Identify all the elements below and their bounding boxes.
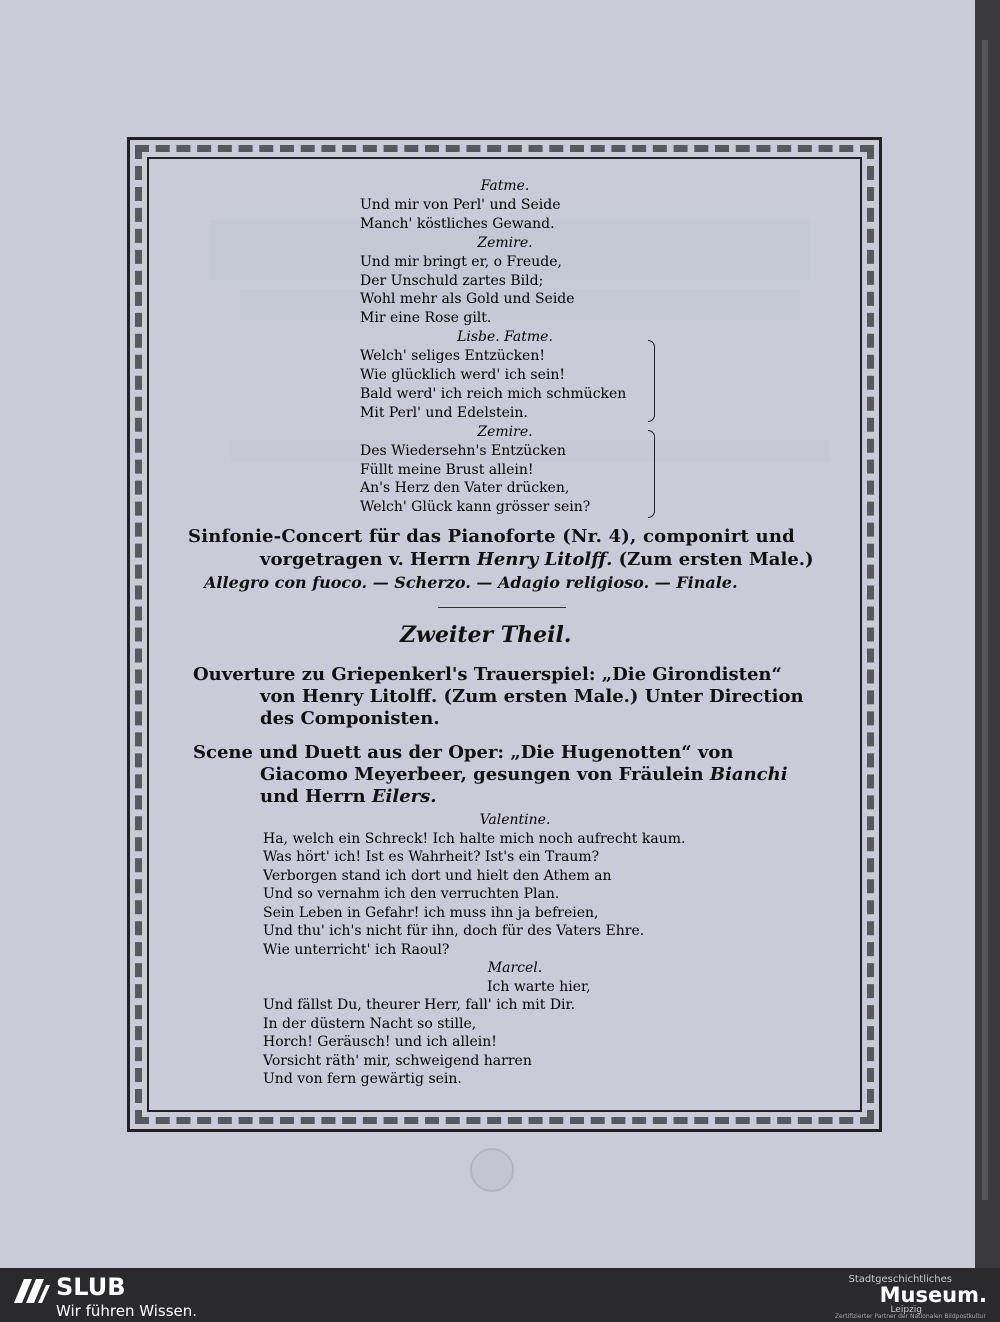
performer-name: Henry Litolff.	[476, 549, 613, 570]
verse-line: Und mir von Perl' und Seide	[360, 196, 561, 213]
verse-line: Wie unterricht' ich Raoul?	[263, 941, 450, 958]
concerto-performer-prefix: vorgetragen v. Herrn	[260, 549, 477, 570]
program-item-concerto: Sinfonie-Concert für das Pianoforte (Nr. 4), componirt und	[188, 526, 795, 547]
slub-logo-icon	[12, 1277, 52, 1305]
verse-line: Verborgen stand ich dort und hielt den Athem an	[263, 867, 612, 884]
verse-line: Wohl mehr als Gold und Seide	[360, 291, 575, 308]
slub-name: SLUB	[56, 1273, 126, 1301]
singer-name: Eilers.	[371, 786, 437, 807]
scene-singers-prefix: und Herrn	[260, 786, 372, 807]
speaker-name: Fatme.	[480, 178, 530, 194]
museum-cert: Zertifizierter Partner der Nationalen Bildpostkultur	[834, 1313, 986, 1320]
scene-singers-prefix: Giacomo Meyerbeer, gesungen von Fräulein	[260, 764, 710, 785]
verse-line: Was hört' ich! Ist es Wahrheit? Ist's ein Traum?	[263, 849, 600, 865]
verse-line: Des Wiedersehn's Entzücken	[360, 442, 566, 459]
program-item-concerto-line2	[260, 549, 814, 571]
verse-line: Und mir bringt er, o Freude,	[360, 253, 562, 270]
ensemble-bracket	[648, 430, 655, 518]
museum-city: Leipzig	[890, 1305, 922, 1315]
verse-line: Und thu' ich's nicht für ihn, doch für des Vaters Ehre.	[263, 923, 645, 939]
program-item-overture-3: des Componisten.	[260, 708, 440, 729]
verse-line: An's Herz den Vater drücken,	[360, 480, 570, 497]
library-stamp	[470, 1148, 514, 1192]
verse-line: Der Unschuld zartes Bild;	[360, 272, 544, 289]
program-item-overture-1: Ouverture zu Griepenkerl's Trauerspiel: „Die Girondisten“	[193, 664, 782, 685]
singer-name: Bianchi	[709, 764, 788, 785]
verse-line: Horch! Geräusch! und ich allein!	[263, 1034, 497, 1050]
ensemble-bracket	[648, 340, 655, 422]
verse-line: Welch' Glück kann grösser sein?	[360, 499, 591, 516]
verse-line: Mit Perl' und Edelstein.	[360, 404, 528, 421]
verse-line: Und fällst Du, theurer Herr, fall' ich mit Dir.	[263, 997, 576, 1013]
speaker-name: Zemire.	[477, 234, 533, 251]
program-item-overture-2: von Henry Litolff. (Zum ersten Male.) Unter Direction	[260, 686, 804, 707]
verse-line: Bald werd' ich reich mich schmücken	[360, 385, 627, 402]
museum-label: Stadtgeschichtliches	[848, 1274, 952, 1285]
program-item-scene-3	[260, 786, 437, 808]
speaker-name: Lisbe. Fatme.	[457, 329, 553, 346]
verse-line: Und von fern gewärtig sein.	[263, 1071, 462, 1087]
program-item-scene-1: Scene und Duett aus der Oper: „Die Hugenotten“ von	[193, 742, 734, 763]
program-item-scene-2	[260, 764, 788, 786]
verse-line: Sein Leben in Gefahr! ich muss ihn ja befreien,	[263, 904, 599, 921]
verse-line: Wie glücklich werd' ich sein!	[360, 367, 565, 383]
speaker-name: Valentine.	[479, 812, 551, 828]
section-divider	[438, 607, 566, 608]
verse-line: Ich warte hier,	[487, 978, 591, 995]
binding-shadow	[982, 40, 988, 1200]
verse-line: In der düstern Nacht so stille,	[263, 1015, 477, 1032]
section-heading: Zweiter Theil.	[400, 622, 572, 648]
museum-name: Museum.	[879, 1283, 987, 1307]
verse-line: Mir eine Rose gilt.	[360, 310, 492, 327]
speaker-name: Marcel.	[487, 960, 543, 976]
verse-line: Manch' köstliches Gewand.	[360, 215, 555, 232]
concerto-movements: Allegro con fuoco. — Scherzo. — Adagio religioso. — Finale.	[204, 573, 738, 592]
concerto-note: (Zum ersten Male.)	[612, 549, 814, 570]
verse-line: Welch' seliges Entzücken!	[360, 348, 545, 365]
verse-line: Und so vernahm ich den verruchten Plan.	[263, 886, 560, 902]
verse-line: Füllt meine Brust allein!	[360, 461, 534, 478]
verse-line: Ha, welch ein Schreck! Ich halte mich noch aufrecht kaum.	[263, 830, 686, 847]
slub-slogan: Wir führen Wissen.	[56, 1302, 198, 1320]
verse-line: Vorsicht räth' mir, schweigend harren	[263, 1052, 532, 1069]
speaker-name: Zemire.	[477, 423, 533, 440]
